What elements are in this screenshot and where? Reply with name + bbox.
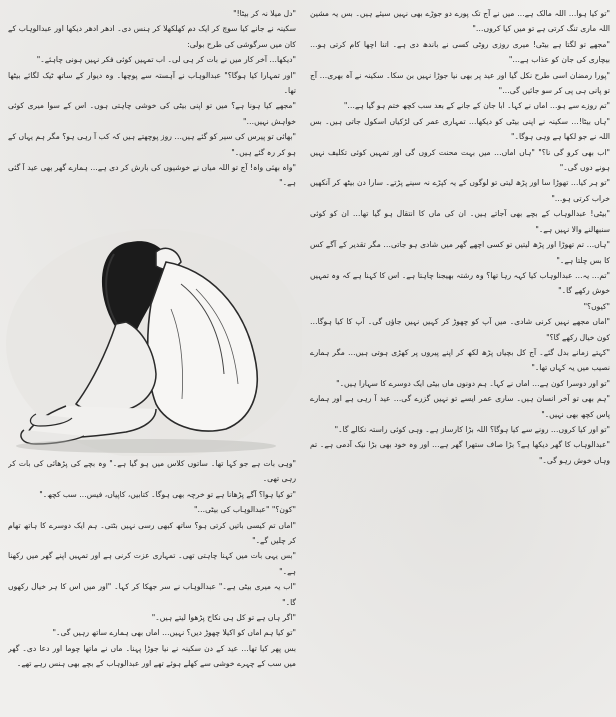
paragraph: "اگر ہاں ہے تو کل ہی نکاح پڑھوا لیتے ہیں۔"	[151, 613, 296, 623]
paragraph: "تو ہر کیا… تھوڑا سا اور پڑھ لیتی تو لوگوں کے یہ کپڑے نہ سینے پڑتے۔ سارا دن بیٹھ کر آنکھیں خراب کرتی ہو…"	[310, 178, 610, 203]
paragraph: "ہاں بیٹا!… سکینہ نے اپنی بیٹی کو دیکھا… تمہاری عمر کی لڑکیاں اسکول جاتی ہیں۔ بس اللہ نے جو لکھا ہے وہی ہوگا۔"	[310, 116, 610, 142]
paragraph: "دل میلا نہ کر بیٹا!"	[233, 9, 296, 18]
paragraph: "اماں مجھے نہیں کرنی شادی۔ میں آپ کو چھوڑ کر کہیں نہیں جاؤں گی۔ آپ کا کیا ہوگا… کون خیال رکھے گا؟"	[310, 317, 610, 342]
story-illustration	[6, 214, 302, 456]
paragraph: سکینہ نے جانے کیا سوچ کر ایک دم کھلکھلا کر ہنس دی۔ ادھر ادھر دیکھا اور عبدالوہاب کے کان میں سرگوشی کی طرح بولی:	[8, 24, 296, 49]
paragraph: "تم… یہ… عبدالوہاب کیا کہہ رہا تھا؟ وہ رشتہ بھیجنا چاہتا ہے۔ اس کا کہنا ہے کہ وہ تمہیں خوش رکھے گا۔"	[310, 270, 610, 296]
paragraph: "عبدالوہاب کا گھر دیکھا ہے؟ بڑا صاف ستھرا گھر ہے… اور وہ خود بھی بڑا نیک آدمی ہے۔ تم وہاں خوش رہو گی۔"	[310, 440, 610, 465]
story-column-right	[310, 6, 610, 714]
story-column-left-top	[8, 6, 296, 218]
paragraph: "تو کیا ہوا… اللہ مالک ہے… میں نے آج تک پورے دو جوڑے بھی نہیں سیئے ہیں۔ بس یہ مشین اللہ ماری تنگ کرتی ہے تو میں کیا کروں…"	[310, 9, 610, 34]
paragraph: "دیکھا… آخر کار میں نے بات کر ہی لی۔ اب تمہیں کوئی فکر نہیں ہونی چاہئے۔"	[36, 55, 296, 65]
paragraph: "کون؟" "عبدالوہاب کی بیٹی…"	[194, 505, 296, 515]
paragraph: "وہی بات ہے جو کہا تھا۔ ساتوں کلاس میں ہو گیا ہے۔" وہ بچے کی پڑھائی کی بات کر رہی تھی۔	[8, 459, 296, 484]
grieving-woman-sketch-icon	[6, 214, 302, 456]
paragraph: "پورا رمضان اسی طرح نکل گیا اور عید پر بھی نیا جوڑا نہیں بن سکا۔ سکینہ نے آہ بھری… آج تو پانی ہی پی کر سو جائیں گی…"	[310, 70, 610, 96]
paragraph: "تو کیا ہوا؟ آگے پڑھانا ہے تو خرچہ بھی ہوگا۔ کتابیں، کاپیاں، فیس… سب کچھ۔"	[39, 489, 296, 499]
paragraph: بس پھر کیا تھا… عید کے دن سکینہ نے نیا جوڑا پہنا۔ ماں نے ماتھا چوما اور دعا دی۔ گھر میں سب کے چہرے خوشی سے کھلے ہوئے تھے اور عبدالوہاب کے بچے بھی ہنس رہے تھے۔	[8, 643, 296, 669]
paragraph: "بس یہی بات میں کہنا چاہتی تھی۔ تمہاری عزت کرنی ہے اور تمہیں اپنے گھر میں رکھنا ہے۔"	[8, 551, 296, 576]
paragraph: "تو کیا ہم اماں کو اکیلا چھوڑ دیں؟ نہیں… اماں بھی ہمارے ساتھ رہیں گی۔"	[52, 628, 296, 638]
paragraph: "بیٹی! عبدالوہاب کے بچے بھی آجاتے ہیں۔ ان کی ماں کا انتقال ہو گیا تھا… ان کو کوئی سنبھالنے والا نہیں ہے۔"	[310, 209, 610, 234]
paragraph: "مجھے کیا ہونا ہے؟ میں تو اپنی بیٹی کی خوشی چاہتی ہوں۔ اس کے سوا میری کوئی خواہش نہیں…"	[8, 101, 296, 126]
paragraph: "اب بھی کرو گی نا؟" "ہاں اماں… میں بہت محنت کروں گی اور تمہیں کوئی تکلیف نہیں ہونے دوں گی۔"	[310, 147, 610, 173]
paragraph: "تو اور کیا کروں… رونے سے کیا ہوگا؟ اللہ بڑا کارساز ہے۔ وہی کوئی راستہ نکالے گا۔"	[334, 424, 610, 434]
paragraph: "مجھے تو لگتا ہے بیٹی! میری روزی روٹی کسی نے باندھ دی ہے۔ اتنا اچھا کام کرتی ہو… بیچاری کی جان کو عذاب ہے…"	[310, 39, 610, 65]
paragraph: "اماں تم کیسی باتیں کرتی ہو؟ ساتھ کبھی رسی نہیں بٹتی۔ ہم ایک دوسرے کا ہاتھ تھام کر چلیں گے۔"	[8, 520, 296, 546]
paragraph: "ہاں… تم تھوڑا اور پڑھ لیتیں تو کسی اچھے گھر میں شادی ہو جاتی… مگر تقدیر کے آگے کس کا بس چلتا ہے۔"	[310, 240, 610, 265]
paragraph: "واہ بھئی واہ! آج تو اللہ میاں نے خوشیوں کی بارش کر دی ہے… ہمارے گھر بھی عید آ گئی ہے۔"	[8, 163, 296, 188]
paragraph: "کہتے زمانے بدل گئے۔ آج کل بچیاں پڑھ لکھ کر اپنے پیروں پر کھڑی ہوتی ہیں… مگر ہمارے نصیب میں یہ کہاں تھا۔"	[310, 347, 610, 373]
story-column-left-bottom	[8, 456, 296, 714]
paragraph: "اب یہ میری بیٹی ہے۔" عبدالوہاب نے سر جھکا کر کہا۔ "اور میں اس کا ہر خیال رکھوں گا۔"	[8, 582, 296, 607]
paragraph: "کیوں؟"	[583, 301, 610, 311]
paragraph: "تو اور دوسرا کون ہے… اماں نے کہا۔ ہم دونوں ماں بیٹی ایک دوسرے کا سہارا ہیں۔"	[336, 378, 610, 388]
paragraph: "بھائی تو پیرس کی سیر کو گئے ہیں… روز پوچھتے ہیں کہ کب آ رہی ہو؟ مگر ہم یہاں کے ہو کر رہ گئے ہیں۔"	[8, 132, 296, 157]
paragraph: "ہم بھی تو آخر انسان ہیں۔ ساری عمر ایسے تو نہیں گزرے گی… عید آ رہی ہے اور ہمارے پاس کچھ بھی نہیں۔"	[310, 394, 610, 419]
paragraph: "تم روزے سے ہو… اماں نے کہا۔ ابا جان کے جانے کے بعد سب کچھ ختم ہو گیا ہے…"	[343, 101, 610, 111]
paragraph: "اور تمہارا کیا ہوگا؟" عبدالوہاب نے آہستہ سے پوچھا۔ وہ دیوار کے ساتھ ٹیک لگائے بیٹھا تھا۔	[8, 70, 296, 96]
